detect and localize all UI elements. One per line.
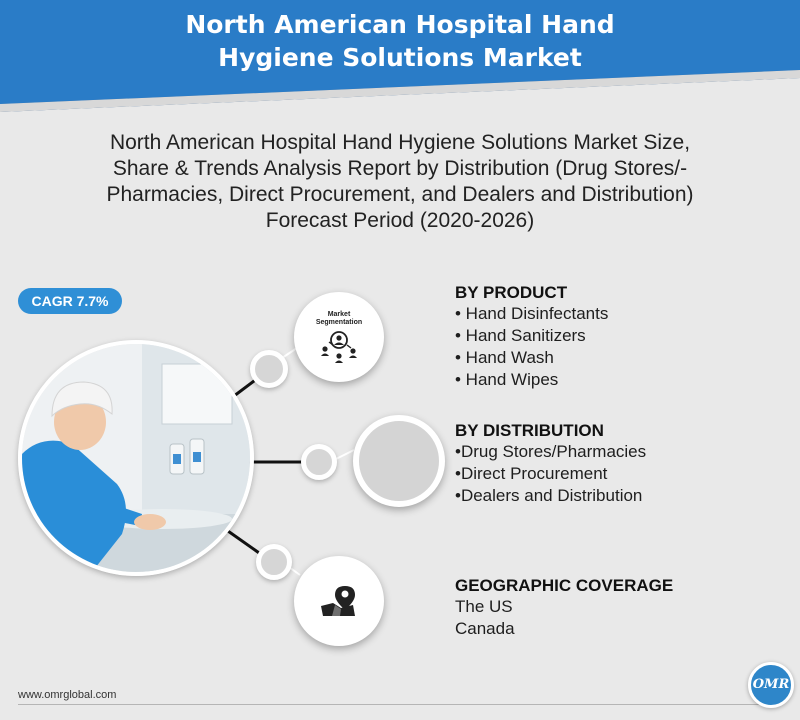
segment-geographic-coverage [455, 575, 673, 640]
page-title-line-2: Hygiene Solutions Market [218, 43, 582, 72]
nurse-illustration [22, 344, 250, 572]
distribution-circle [353, 415, 445, 507]
subtitle-line-4: Forecast Period (2020-2026) [265, 209, 535, 232]
connector-node-distribution [301, 444, 337, 480]
segment-by-product [455, 282, 608, 391]
segment-heading: GEOGRAPHIC COVERAGE [455, 576, 674, 595]
page-title-line-1: North American Hospital Hand [185, 10, 615, 39]
list-item: •Dealers and Distribution [455, 486, 643, 505]
connector-node-geography [256, 544, 292, 580]
map-pin-icon [319, 584, 359, 618]
list-item: • Hand Wash [455, 348, 554, 367]
people-network-icon [319, 329, 359, 363]
subtitle-line-3: Pharmacies, Direct Procurement, and Dealers and Distribution) [106, 183, 694, 206]
list-item: • Hand Sanitizers [455, 326, 586, 345]
segment-heading: BY DISTRIBUTION [455, 421, 604, 440]
list-item: The US [455, 597, 513, 616]
segment-heading: BY PRODUCT [455, 283, 568, 302]
website-url[interactable]: www.omrglobal.com [18, 689, 117, 701]
subtitle-line-2: Share & Trends Analysis Report by Distribution (Drug Stores/- [112, 157, 688, 180]
geographic-badge [294, 556, 384, 646]
footer-divider [18, 704, 778, 705]
connector-node-product [250, 350, 288, 388]
list-item: Canada [455, 619, 515, 638]
market-segmentation-badge [294, 292, 384, 382]
list-item: •Direct Procurement [455, 464, 608, 483]
list-item: • Hand Wipes [455, 370, 559, 389]
segment-by-distribution [455, 420, 646, 507]
omr-logo: OMR [748, 662, 794, 708]
cagr-badge: CAGR 7.7% [18, 288, 122, 314]
segmentation-label-line-2: Segmentation [315, 319, 363, 326]
subtitle-line-1: North American Hospital Hand Hygiene Solutions Market Size, [109, 131, 691, 154]
list-item: • Hand Disinfectants [455, 304, 609, 323]
nurse-handwashing-photo [18, 340, 254, 576]
segmentation-label-line-1: Market [327, 311, 351, 318]
list-item: •Drug Stores/Pharmacies [455, 442, 647, 461]
